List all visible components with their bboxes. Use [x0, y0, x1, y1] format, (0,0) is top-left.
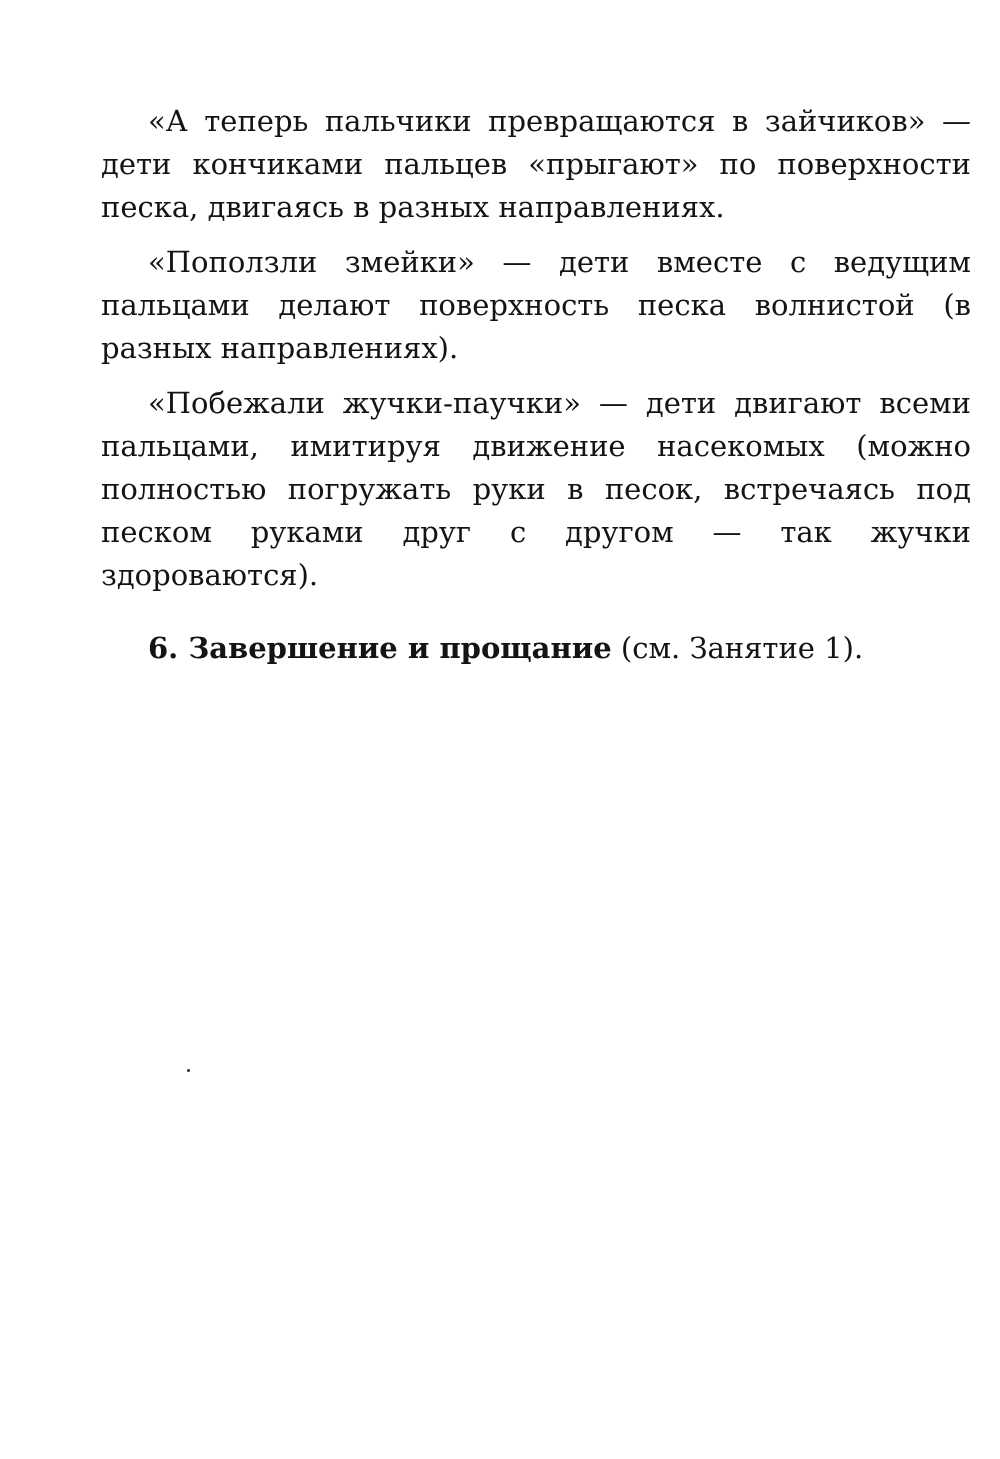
- final-step-note: (см. Занятие 1).: [611, 631, 864, 665]
- paragraph-bugs: «Побежали жучки-паучки» — дети двигают всеми пальцами, имитируя движение насекомых (можно полностью погружать руки в песок, встречаясь под песком руками друг с другом — так жучки здороваются).: [101, 386, 971, 592]
- final-step-heading: 6. Завершение и прощание: [148, 631, 612, 665]
- paragraph-snakes: «Поползли змейки» — дети вместе с ведущим пальцами делают поверхность песка волнистой (в разных направлениях).: [101, 245, 971, 365]
- final-step-paragraph: [101, 627, 971, 670]
- page-body: [101, 100, 971, 682]
- paragraph-bunnies: «А теперь пальчики превращаются в зайчиков» — дети кончиками пальцев «прыгают» по поверхности песка, двигаясь в разных направлениях.: [101, 104, 971, 224]
- print-speck: [187, 1069, 190, 1072]
